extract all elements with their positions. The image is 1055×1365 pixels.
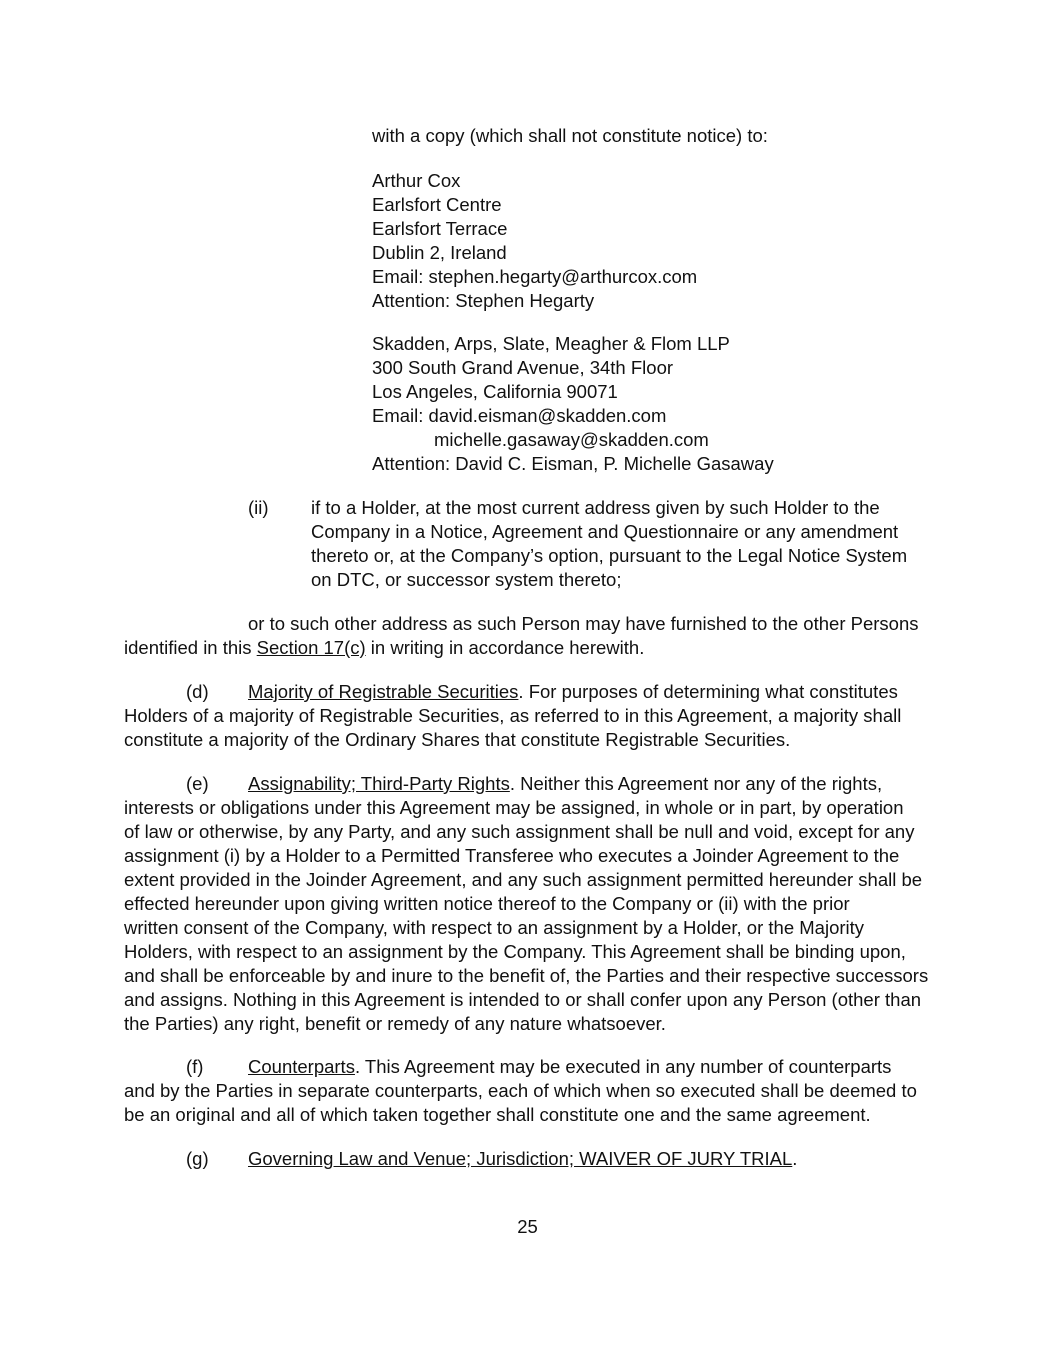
text-fragment: . Neither this Agreement nor any of the rights, xyxy=(509,773,883,794)
text-line: Holders, with respect to an assignment by the Company. This Agreement shall be binding upon, xyxy=(124,941,906,962)
address-line: 300 South Grand Avenue, 34th Floor xyxy=(372,357,674,378)
text-line: and by the Parties in separate counterparts, each of which when so executed shall be deemed to xyxy=(124,1080,917,1101)
text-line: on DTC, or successor system thereto; xyxy=(311,569,622,590)
text-line: if to a Holder, at the most current address given by such Holder to the xyxy=(311,497,880,518)
text-line: and shall be enforceable by and inure to the benefit of, the Parties and their respective successors xyxy=(124,965,929,986)
text-line: interests or obligations under this Agreement may be assigned, in whole or in part, by operation xyxy=(124,797,904,818)
section-17c-reference: Section 17(c) xyxy=(256,637,366,658)
section-f xyxy=(124,1055,917,1127)
item-ii-text xyxy=(311,496,907,592)
address-line: Skadden, Arps, Slate, Meagher & Flom LLP xyxy=(372,333,730,354)
text-line: or to such other address as such Person may have furnished to the other Persons xyxy=(248,613,919,634)
text-line: the Parties) any right, benefit or remedy of any nature whatsoever. xyxy=(124,1013,666,1034)
section-d-label: (d) xyxy=(186,681,209,702)
section-f-label: (f) xyxy=(186,1056,204,1077)
text-line: constitute a majority of the Ordinary Shares that constitute Registrable Securities. xyxy=(124,729,791,750)
text-fragment: . For purposes of determining what constitutes xyxy=(518,681,898,702)
text-line: be an original and all of which taken together shall constitute one and the same agreement. xyxy=(124,1104,871,1125)
address-line: Arthur Cox xyxy=(372,170,461,191)
address-email: Email: stephen.hegarty@arthurcox.com xyxy=(372,266,698,287)
text-line: of law or otherwise, by any Party, and any such assignment shall be null and void, except for any xyxy=(124,821,915,842)
text-line: written consent of the Company, with respect to an assignment by a Holder, or the Majority xyxy=(124,917,865,938)
text-line: thereto or, at the Company’s option, pursuant to the Legal Notice System xyxy=(311,545,908,566)
text-fragment: in writing in accordance herewith. xyxy=(365,637,645,658)
address-email: Email: david.eisman@skadden.com xyxy=(372,405,667,426)
text-line: effected hereunder upon giving written notice thereof to the Company or (ii) with the prior xyxy=(124,893,850,914)
page-number: 25 xyxy=(517,1216,538,1237)
section-e-label: (e) xyxy=(186,773,209,794)
section-f-first-line xyxy=(124,1055,917,1079)
text-line: Holders of a majority of Registrable Securities, as referred to in this Agreement, a majority shall xyxy=(124,705,902,726)
address-line: Los Angeles, California 90071 xyxy=(372,381,618,402)
address-line: Earlsfort Terrace xyxy=(372,218,508,239)
section-d xyxy=(124,680,901,752)
text-fragment: . This Agreement may be executed in any number of counterparts xyxy=(354,1056,892,1077)
address-line: Earlsfort Centre xyxy=(372,194,502,215)
section-g-label: (g) xyxy=(186,1148,209,1169)
section-g-heading: Governing Law and Venue; Jurisdiction; WAIVER OF JURY TRIAL xyxy=(248,1148,793,1169)
copy-intro: with a copy (which shall not constitute notice) to: xyxy=(372,125,768,146)
section-e-first-line xyxy=(124,772,928,796)
section-e-heading: Assignability; Third-Party Rights xyxy=(248,773,510,794)
text-line xyxy=(124,636,918,660)
section-g-first-line xyxy=(124,1147,797,1171)
address-line: Dublin 2, Ireland xyxy=(372,242,507,263)
text-line: and assigns. Nothing in this Agreement is intended to or shall confer upon any Person (other than xyxy=(124,989,922,1010)
text-line: assignment (i) by a Holder to a Permitted Transferee who executes a Joinder Agreement to the xyxy=(124,845,900,866)
section-e xyxy=(124,772,928,1036)
item-ii-label: (ii) xyxy=(248,497,269,518)
address-arthur-cox xyxy=(372,169,697,313)
section-d-first-line xyxy=(124,680,901,704)
address-attention: Attention: David C. Eisman, P. Michelle Gasaway xyxy=(372,453,774,474)
text-line: Company in a Notice, Agreement and Questionnaire or any amendment xyxy=(311,521,899,542)
section-f-heading: Counterparts xyxy=(248,1056,355,1077)
text-fragment: . xyxy=(792,1148,798,1169)
text-fragment: identified in this xyxy=(124,637,257,658)
other-address-paragraph xyxy=(124,612,918,660)
section-g xyxy=(124,1147,797,1171)
address-skadden xyxy=(372,332,774,476)
address-email-secondary: michelle.gasaway@skadden.com xyxy=(434,429,709,450)
address-attention: Attention: Stephen Hegarty xyxy=(372,290,595,311)
section-d-heading: Majority of Registrable Securities xyxy=(248,681,519,702)
text-line: extent provided in the Joinder Agreement, and any such assignment permitted hereunder shall be xyxy=(124,869,923,890)
